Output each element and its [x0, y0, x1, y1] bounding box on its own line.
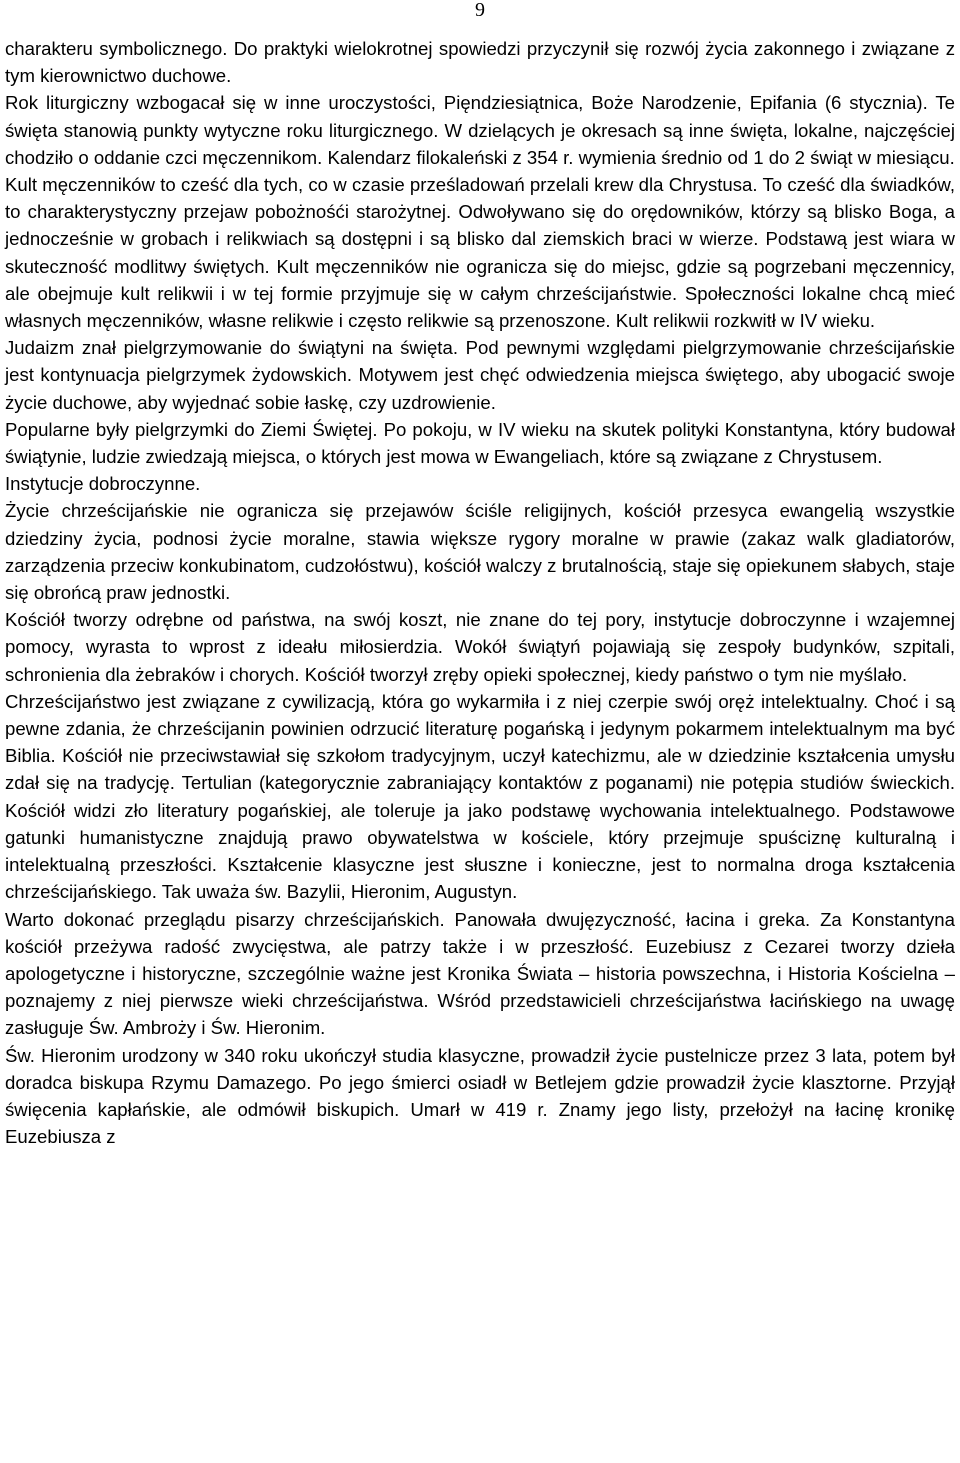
- paragraph: Judaizm znał pielgrzymowanie do świątyni na święta. Pod pewnymi względami pielgrzymowanie chrześcijańskie jest kontynuacja pielgrzymek żydowskich. Motywem jest chęć odwiedzenia miejsca świętego, aby ubogacić swoje życie duchowe, aby wyjednać sobie łaskę, czy uzdrowienie.: [5, 337, 955, 413]
- paragraph: Popularne były pielgrzymki do Ziemi Świętej. Po pokoju, w IV wieku na skutek polityki Konstantyna, który budował świątynie, ludzie zwiedzają miejsca, o których jest mowa w Ewangeliach, które są związane z Chrystusem.: [5, 418, 955, 468]
- paragraph: Chrześcijaństwo jest związane z cywilizacją, która go wykarmiła i z niej czerpie swój oręż intelektualny. Choć i są pewne zdania, że chrześcijanin powinien odrzucić literaturę pogańską i jedynym pokarmem intelektualnym ma być Biblia. Kościół nie przeciwstawiał się szkołom tradycyjnym, uczył katechizmu, ale w dziedzinie kształcenia umysłu zdał się na tradycję. Tertulian (kategorycznie zabraniający kontaktów z poganami) nie potępia studiów świeckich. Kościół widzi zło literatury pogańskiej, ale toleruje ja jako podstawę wychowania intelektualnego. Podstawowe gatunki humanistyczne znajdują prawo obywatelstwa w kościele, który przejmuje spuściznę kulturalną i intelektualną przeszłości. Kształcenie klasyczne jest słuszne i konieczne, jest to normalna droga kształcenia chrześcijańskiego. Tak uważa św. Bazylii, Hieronim, Augustyn.: [5, 690, 955, 903]
- page-body: [5, 35, 955, 1150]
- paragraph: Kościół tworzy odrębne od państwa, na swój koszt, nie znane do tej pory, instytucje dobroczynne i wzajemnej pomocy, wyrasta to wprost z ideału miłosierdzia. Wokół świątyń pojawiają się zespoły budynków, szpitali, schronienia dla żebraków i chorych. Kościół tworzył zręby opieki społecznej, kiedy państwo o tym nie myślało.: [5, 609, 955, 685]
- paragraph: Św. Hieronim urodzony w 340 roku ukończył studia klasyczne, prowadził życie pustelnicze przez 3 lata, potem był doradca biskupa Rzymu Damazego. Po jego śmierci osiadł w Betlejem gdzie prowadził życie klasztorne. Przyjął święcenia kapłańskie, ale odmówił biskupich. Umarł w 419 r. Znamy jego listy, przełożył na łacinę kronikę Euzebiusza z: [5, 1044, 955, 1148]
- section-heading: Instytucje dobroczynne.: [5, 473, 201, 495]
- page-number: 9: [475, 0, 485, 21]
- paragraph: Rok liturgiczny wzbogacał się w inne uroczystości, Pięndziesiątnica, Boże Narodzenie, Epifania (6 stycznia). Te święta stanowią punkty wytyczne roku liturgicznego. W dzielących je okresach są inne święta, lokalne, najczęściej chodziło o oddanie czci męczennikom. Kalendarz filokaleński z 354 r. wymienia średnio od 1 do 2 świąt w miesiącu.: [5, 92, 955, 168]
- paragraph: Kult męczenników to cześć dla tych, co w czasie prześladowań przelali krew dla Chrystusa. To cześć dla świadków, to charakterystyczny przejaw pobożnośći starożytnej. Odwoływano się do orędowników, którzy są blisko Boga, a jednocześnie w grobach i relikwiach są dostępni i są blisko dal ziemskich braci w wierze. Podstawą jest wiara w skuteczność modlitwy świętych. Kult męczenników nie ogranicza się do miejsc, gdzie są pogrzebani męczennicy, ale obejmuje kult relikwii i w tej formie przyjmuje się w całym chrześcijaństwie. Społeczności lokalne chcą mieć własnych męczenników, własne relikwie i często relikwie są przenoszone. Kult relikwii rozkwitł w IV wieku.: [5, 174, 955, 332]
- paragraph: Życie chrześcijańskie nie ogranicza się przejawów ściśle religijnych, kościół przesyca ewangelią wszystkie dziedziny życia, podnosi życie moralne, stawia większe rygory moralne w prawie (zakaz walk gladiatorów, zarządzenia przeciw konkubinatom, cudzołóstwu), kościół walczy z brutalnością, staje się opiekunem słabych, staje się obrońcą praw jednostki.: [5, 500, 955, 604]
- paragraph: charakteru symbolicznego. Do praktyki wielokrotnej spowiedzi przyczynił się rozwój życia zakonnego i związane z tym kierownictwo duchowe.: [5, 38, 955, 87]
- paragraph: Warto dokonać przeglądu pisarzy chrześcijańskich. Panowała dwujęzyczność, łacina i greka. Za Konstantyna kościół przeżywa radość zwycięstwa, ale patrzy także i w przeszłość. Euzebiusz z Cezarei tworzy dzieła apologetyczne i historyczne, szczególnie ważne jest Kronika Świata – historia powszechna, i Historia Kościelna – poznajemy z niej pierwsze wieki chrześcijaństwa. Wśród przedstawicieli chrześcijaństwa łacińskiego na uwagę zasługuje Św. Ambroży i Św. Hieronim.: [5, 908, 955, 1039]
